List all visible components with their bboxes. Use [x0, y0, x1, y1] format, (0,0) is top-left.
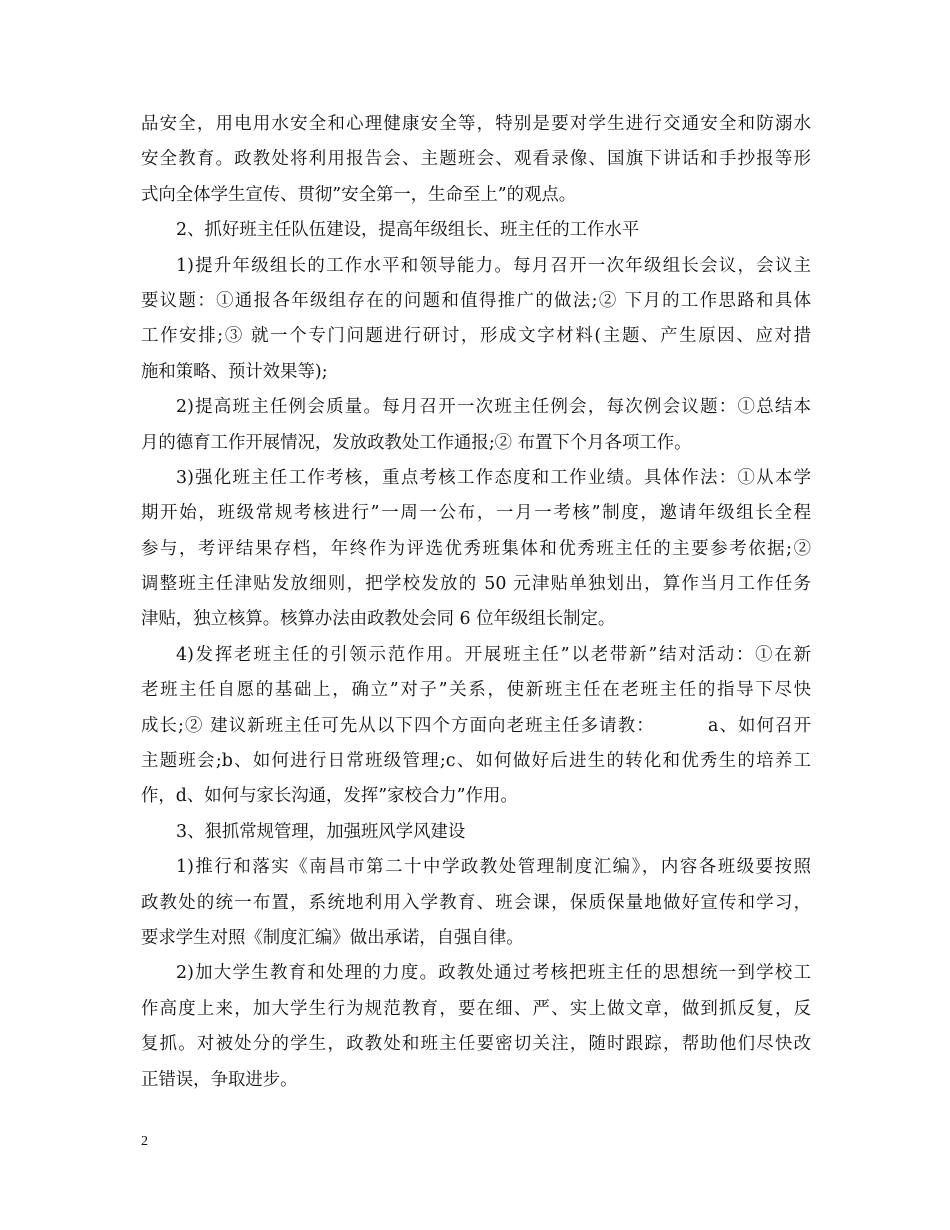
paragraph-first-line: 2)提高班主任例会质量。每月召开一次班主任例会，每次例会议题：①总结本 — [176, 397, 811, 418]
text-line: 期开始，班级常规考核进行”一周一公布，一月一考核”制度，邀请年级组长全程 — [141, 503, 811, 524]
text-line: 施和策略、预计效果等); — [141, 361, 328, 382]
text-line: 老班主任自愿的基础上，确立”对子”关系，使新班主任在老班主任的指导下尽快 — [141, 680, 811, 701]
paragraph-first-line: 3)强化班主任工作考核，重点考核工作态度和工作业绩。具体作法：①从本学 — [176, 467, 811, 488]
text-line: 作高度上来，加大学生行为规范教育，要在细、严、实上做文章，做到抓反复，反 — [141, 998, 811, 1019]
text-line: 正错误，争取进步。 — [141, 1069, 298, 1090]
paragraph-first-line: 1)推行和落实《南昌市第二十中学政教处管理制度汇编》，内容各班级要按照 — [176, 857, 811, 878]
text-line: 式向全体学生宣传、贯彻”安全第一，生命至上”的观点。 — [141, 184, 577, 205]
text-line: 津贴，独立核算。核算办法由政教处会同 6 位年级组长制定。 — [141, 609, 616, 630]
paragraph-first-line: 4)发挥老班主任的引领示范作用。开展班主任”以老带新”结对活动：①在新 — [176, 644, 811, 665]
text-line: 要议题：①通报各年级组存在的问题和值得推广的做法;② 下月的工作思路和具体 — [141, 290, 811, 311]
page-number: 2 — [141, 1134, 148, 1149]
text-line: 参与，考评结果存档，年终作为评选优秀班集体和优秀班主任的主要参考依据;② — [141, 538, 811, 559]
text-line: 政教处的统一布置，系统地利用入学教育、班会课，保质保量地做好宣传和学习， — [141, 892, 811, 913]
text-line: 复抓。对被处分的学生，政教处和班主任要密切关注，随时跟踪，帮助他们尽快改 — [141, 1034, 811, 1055]
text-line: 工作安排;③ 就一个专门问题进行研讨，形成文字材料(主题、产生原因、应对措 — [141, 326, 811, 347]
text-line: 要求学生对照《制度汇编》做出承诺，自强自律。 — [141, 927, 524, 948]
text-line: 月的德育工作开展情况，发放政教处工作通报;② 布置下个月各项工作。 — [141, 432, 692, 453]
section-heading: 3、狠抓常规管理，加强班风学风建设 — [176, 821, 466, 842]
section-heading: 2、抓好班主任队伍建设，提高年级组长、班主任的工作水平 — [176, 220, 640, 241]
text-line: 调整班主任津贴发放细则，把学校发放的 50 元津贴单独划出，算作当月工作任务 — [141, 574, 811, 595]
text-line: 安全教育。政教处将利用报告会、主题班会、观看录像、国旗下讲话和手抄报等形 — [141, 149, 811, 170]
paragraph-first-line: 1)提升年级组长的工作水平和领导能力。每月召开一次年级组长会议，会议主 — [176, 255, 811, 276]
paragraph-first-line: 2)加大学生教育和处理的力度。政教处通过考核把班主任的思想统一到学校工 — [176, 963, 811, 984]
text-line: 品安全，用电用水安全和心理健康安全等，特别是要对学生进行交通安全和防溺水 — [141, 114, 811, 134]
document-body — [141, 107, 811, 1098]
text-line: 成长;② 建议新班主任可先从以下四个方面向老班主任多请教： a、如何召开 — [141, 715, 811, 736]
text-line: 作，d、如何与家长沟通，发挥”家校合力”作用。 — [141, 786, 518, 807]
text-line: 主题班会;b、如何进行日常班级管理;c、如何做好后进生的转化和优秀生的培养工 — [141, 751, 811, 772]
